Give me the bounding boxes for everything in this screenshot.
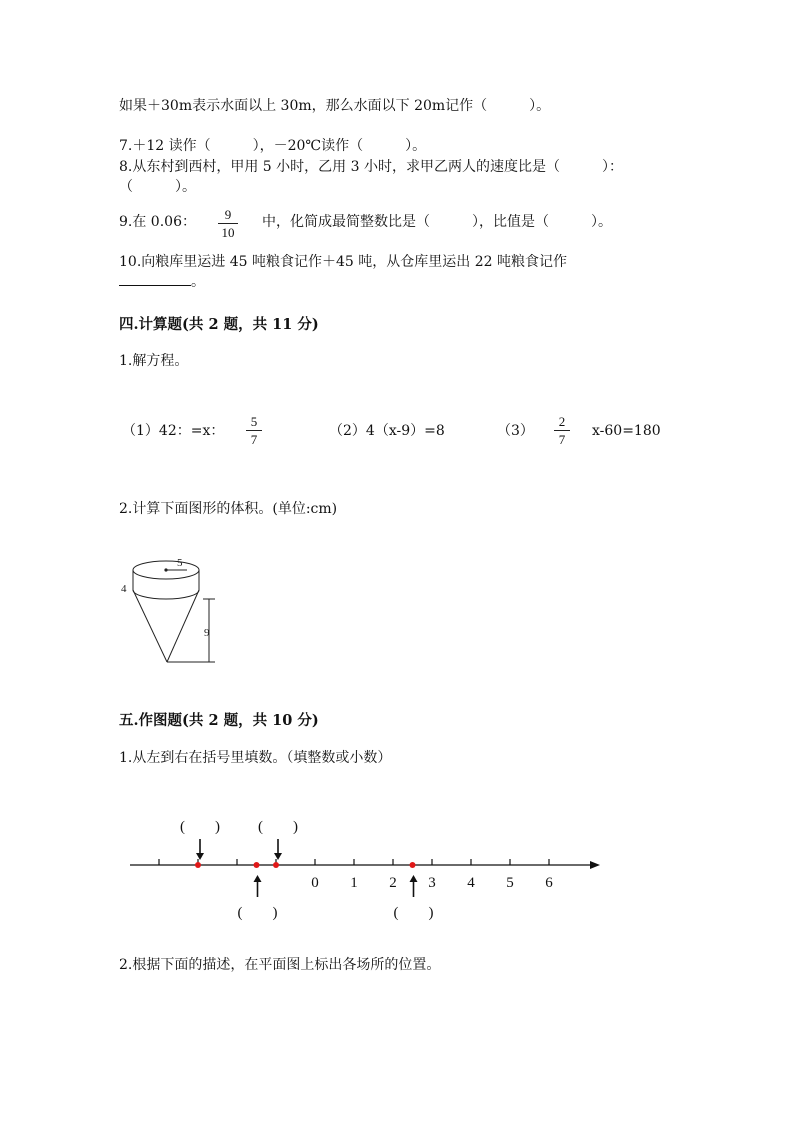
equation-3-fraction xyxy=(554,414,570,447)
section-5-question-1: 1.从左到右在括号里填数。（填整数或小数） xyxy=(119,750,392,766)
fraction-numerator: 9 xyxy=(224,207,232,222)
cone-left-edge xyxy=(133,590,167,662)
cylinder-bottom-arc xyxy=(133,590,199,599)
cone-height-label: 9 xyxy=(204,627,210,639)
equation-1-fraction xyxy=(246,414,262,447)
answer-blank[interactable] xyxy=(119,273,191,286)
up-arrow-head xyxy=(254,875,262,882)
fraction-denominator: 10 xyxy=(221,225,235,240)
tick-label: 3 xyxy=(428,875,436,891)
question-9-prefix: 9.在 0.06： xyxy=(119,214,196,230)
fraction-numerator: 2 xyxy=(558,414,566,429)
fraction-denominator: 7 xyxy=(250,432,258,447)
tick-label: 2 xyxy=(389,875,397,891)
tick-label: 1 xyxy=(350,875,358,891)
question-10-line1: 10.向粮库里运进 45 吨粮食记作＋45 吨，从仓库里运出 22 吨粮食记作 xyxy=(119,254,567,270)
equation-2: （2）4（x-9）=8 xyxy=(329,423,445,439)
axis-arrowhead xyxy=(590,861,600,869)
radius-label: 5 xyxy=(177,557,183,569)
red-point xyxy=(410,862,416,868)
question-8-line1: 8.从东村到西村，甲用 5 小时，乙用 3 小时，求甲乙两人的速度比是（ ）： xyxy=(119,159,623,175)
equation-3-suffix: x-60=180 xyxy=(592,423,661,439)
center-dot xyxy=(164,568,167,571)
section-5-title: 五.作图题(共 2 题，共 10 分) xyxy=(119,712,319,729)
section-4-question-1: 1.解方程。 xyxy=(119,353,189,369)
section-4-title: 四.计算题(共 2 题，共 11 分) xyxy=(119,316,319,333)
answer-bracket: ( ) xyxy=(237,905,278,921)
equation-3-prefix: （3） xyxy=(497,423,534,439)
question-6-continued: 如果＋30m表示水面以上 30m，那么水面以下 20m记作（ ）。 xyxy=(119,98,551,114)
question-7: 7.＋12 读作（ ），－20℃读作（ ）。 xyxy=(119,138,427,154)
question-9-fraction xyxy=(218,207,238,240)
tick-label: 4 xyxy=(467,875,475,891)
answer-bracket: ( ) xyxy=(180,819,220,835)
red-point xyxy=(273,862,279,868)
section-5-question-2: 2.根据下面的描述，在平面图上标出各场所的位置。 xyxy=(119,957,441,973)
up-arrow-head xyxy=(410,875,418,882)
section-4-question-2: 2.计算下面图形的体积。(单位:cm) xyxy=(119,501,338,517)
cone-right-edge xyxy=(167,590,199,662)
question-10-line2: 。 xyxy=(119,273,205,291)
fraction-numerator: 5 xyxy=(250,414,258,429)
question-9-suffix: 中，化简成最简整数比是（ ），比值是（ ）。 xyxy=(262,214,612,230)
number-line xyxy=(0,805,794,925)
red-point xyxy=(195,862,201,868)
tick-label: 6 xyxy=(545,875,553,891)
down-arrow-head xyxy=(196,853,204,860)
question-8-line2: （ ）。 xyxy=(119,179,196,195)
fraction-denominator: 7 xyxy=(558,432,566,447)
cylinder-cone-figure xyxy=(115,545,225,670)
red-point xyxy=(254,862,260,868)
cylinder-height-label: 4 xyxy=(121,583,127,595)
answer-bracket: ( ) xyxy=(393,905,434,921)
answer-bracket: ( ) xyxy=(258,819,298,835)
tick-label: 0 xyxy=(311,875,319,891)
tick-label: 5 xyxy=(506,875,514,891)
equation-1-prefix: （1）42：=x： xyxy=(122,423,225,439)
down-arrow-head xyxy=(274,853,282,860)
